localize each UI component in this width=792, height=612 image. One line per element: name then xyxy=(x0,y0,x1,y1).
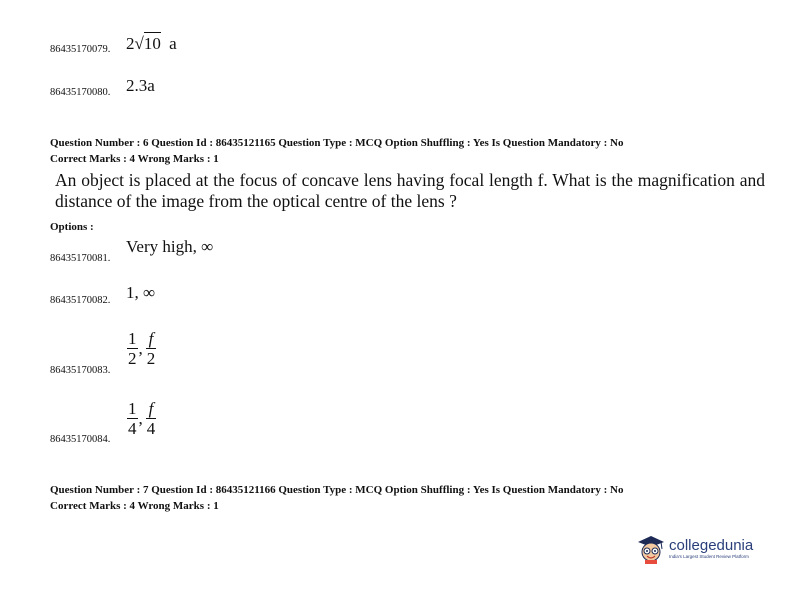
q7-header: Question Number : 7 Question Id : 86435121166 Question Type : MCQ Option Shuffling : Yes Is Question Mandatory : No xyxy=(50,484,624,496)
sqrt-coefficient: 2 xyxy=(126,34,135,53)
q6-options-label: Options : xyxy=(50,221,94,233)
fraction-f-half: $\frac{f}{2}$ xyxy=(146,329,156,368)
sqrt-sign: √ xyxy=(134,34,144,53)
option-id-79: 86435170079. xyxy=(50,44,111,55)
option-83-fraction-pair xyxy=(127,329,156,368)
option-80-text: 2.3a xyxy=(126,76,155,95)
option-79-text xyxy=(126,34,177,54)
option-id-83: 86435170083. xyxy=(50,365,111,376)
fraction-one-quarter: $\frac{1}{4}$ xyxy=(128,399,137,438)
fraction-f-quarter: $\frac{f}{4}$ xyxy=(146,399,156,438)
q6-question-text: An object is placed at the focus of concave lens having focal length f. What is the magnification and distance of the image from the optical centre of the lens ? xyxy=(55,170,765,211)
sqrt-radicand: 10 xyxy=(143,34,161,53)
option-id-82: 86435170082. xyxy=(50,295,111,306)
comma: , xyxy=(138,338,143,358)
q6-header: Question Number : 6 Question Id : 86435121165 Question Type : MCQ Option Shuffling : Yes Is Question Mandatory : No xyxy=(50,137,624,149)
option-79-unit: a xyxy=(169,34,177,53)
option-82-text: 1, ∞ xyxy=(126,283,156,302)
logo-name: collegedunia xyxy=(669,537,754,554)
logo-tagline: India's Largest Student Review Platform xyxy=(669,554,749,559)
option-id-80: 86435170080. xyxy=(50,87,111,98)
option-84-fraction-pair xyxy=(127,399,156,438)
collegedunia-logo xyxy=(636,533,753,565)
q7-marks: Correct Marks : 4 Wrong Marks : 1 xyxy=(50,500,219,512)
mascot-icon xyxy=(636,533,666,565)
option-id-81: 86435170081. xyxy=(50,253,111,264)
fraction-one-half: $\frac{1}{2}$ xyxy=(128,329,137,368)
option-81-text: Very high, ∞ xyxy=(126,237,214,256)
comma: , xyxy=(138,408,143,428)
option-id-84: 86435170084. xyxy=(50,434,111,445)
q6-marks: Correct Marks : 4 Wrong Marks : 1 xyxy=(50,153,219,165)
